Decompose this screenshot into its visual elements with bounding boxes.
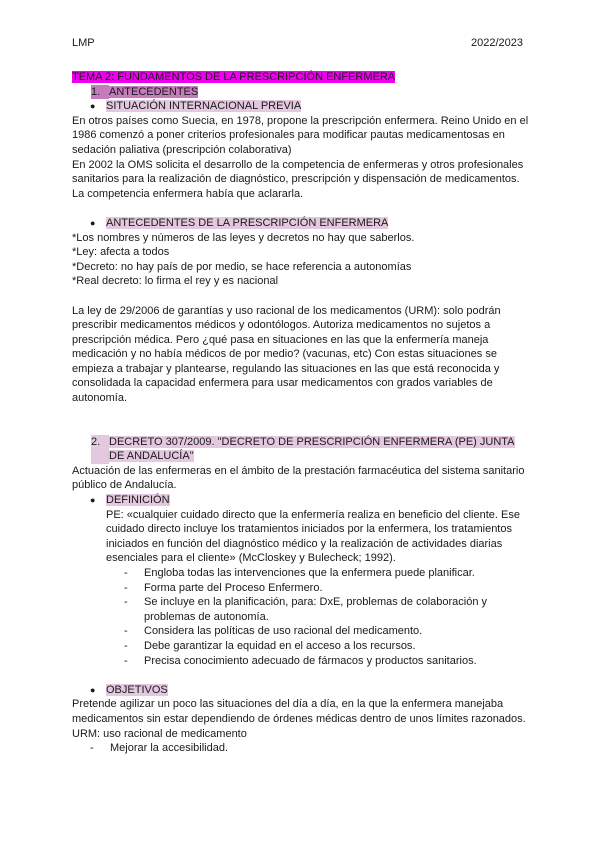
subsection-title: SITUACIÓN INTERNACIONAL PREVIA bbox=[106, 100, 302, 113]
list-item bbox=[124, 595, 530, 624]
list-item bbox=[124, 581, 530, 596]
section-2-heading bbox=[91, 435, 530, 464]
section-1-title: ANTECEDENTES bbox=[109, 85, 199, 98]
paragraph: Actuación de las enfermeras en el ámbito de la prestación farmacéutica del sistema sanitario público de Andalucía. bbox=[72, 464, 525, 492]
paragraph: La ley de 29/2006 de garantías y uso racional de los medicamentos (URM): solo podrán prescribir medicamentos médicos y odontólogos. Autoriza medicamentos no sujetos a prescripción médica. Pero ¿qué pasa en situaciones en las que la enfermería maneja medicación y no había médicos de por medio? (vacunas, etc) Con estas situaciones se empieza a trabajar y plantearse, regulando las situaciones en las que está reconocida y consolidada la capacidad enfermera para usar medicamentos con grados variables de autonomía. bbox=[72, 304, 501, 405]
header-left: LMP bbox=[72, 37, 95, 49]
paragraph: En 2002 la OMS solicita el desarrollo de la competencia de enfermeras y otros profesionales sanitarios para la realización de diagnóstico, prescripción y dispensación de medicamentos. La competencia enfermera había que aclararla. bbox=[72, 158, 524, 200]
paragraph: URM: uso racional de medicamento bbox=[72, 727, 247, 740]
section-2-title-line2: DE ANDALUCÍA" bbox=[109, 450, 194, 463]
list-item-text: Forma parte del Proceso Enfermero. bbox=[144, 581, 323, 594]
subsection-heading bbox=[90, 99, 530, 114]
header-right: 2022/2023 bbox=[471, 37, 523, 49]
dash-icon: - bbox=[124, 639, 128, 652]
subsection-heading bbox=[90, 216, 530, 231]
section-2-title-line1: DECRETO 307/2009. "DECRETO DE PRESCRIPCIÓN ENFERMERA (PE) JUNTA bbox=[109, 435, 515, 448]
list-item-text: Mejorar la accesibilidad. bbox=[110, 742, 228, 755]
note-line: *Ley: afecta a todos bbox=[72, 246, 170, 259]
bullet-icon: ● bbox=[90, 684, 96, 695]
list-item-text: Engloba todas las intervenciones que la enfermera puede planificar. bbox=[144, 567, 475, 579]
list-item-text: Considera las políticas de uso racional del medicamento. bbox=[144, 625, 423, 638]
bullet-icon: ● bbox=[90, 495, 96, 506]
subsection-title: OBJETIVOS bbox=[106, 683, 168, 696]
definition-text: PE: «cualquier cuidado directo que la enfermería realiza en beneficio del cliente. Ese cuidado directo incluye los tratamientos iniciados por la enfermera, los tratamientos iniciados en función del diagnóstico médico y la realización de actividades diarias esenciales para el cliente» (McCloskey y Bulecheck; 1992). bbox=[106, 508, 520, 565]
subsection-heading bbox=[90, 683, 530, 698]
section-1-heading bbox=[91, 85, 530, 100]
paragraph: Pretende agilizar un poco las situaciones del día a día, en la que la enfermera manejaba medicamentos sin estar dependiendo de órdenes médicas dentro de unos límites razonados. bbox=[72, 698, 526, 725]
subsection-title: DEFINICIÓN bbox=[106, 494, 170, 507]
bullet-icon: ● bbox=[90, 217, 96, 228]
bullet-icon: ● bbox=[90, 101, 96, 112]
note-line: *Decreto: no hay país de por medio, se hace referencia a autonomías bbox=[72, 260, 412, 273]
note-line: *Real decreto: lo firma el rey y es nacional bbox=[72, 275, 279, 288]
list-item bbox=[124, 566, 530, 581]
section-1-number: 1. bbox=[91, 85, 109, 100]
list-item bbox=[124, 639, 530, 654]
list-item bbox=[124, 624, 530, 639]
paragraph: En otros países como Suecia, en 1978, propone la prescripción enfermera. Reino Unido en el 1986 comenzó a poner criterios profesionales para modificar pautas medicamentosas en sedación paliativa (prescripción colaborativa) bbox=[72, 114, 529, 156]
list-item bbox=[90, 741, 530, 756]
topic-title: TEMA 2: FUNDAMENTOS DE LA PRESCRIPCIÓN ENFERMERA bbox=[72, 71, 396, 83]
section-2-number: 2. bbox=[91, 435, 109, 464]
list-item-text: Precisa conocimiento adecuado de fármacos y productos sanitarios. bbox=[144, 654, 477, 667]
dash-icon: - bbox=[124, 581, 128, 594]
subsection-heading bbox=[90, 493, 530, 508]
dash-icon: - bbox=[124, 625, 128, 638]
dash-icon: - bbox=[124, 654, 128, 667]
subsection-title: ANTECEDENTES DE LA PRESCRIPCIÓN ENFERMERA bbox=[106, 216, 389, 229]
document-body bbox=[72, 70, 530, 756]
note-line: *Los nombres y números de las leyes y decretos no hay que saberlos. bbox=[72, 231, 415, 244]
list-item-text: Se incluye en la planificación, para: DxE, problemas de colaboración y problemas de autonomía. bbox=[144, 596, 488, 623]
dash-icon: - bbox=[90, 742, 94, 755]
dash-icon: - bbox=[124, 567, 128, 579]
list-item-text: Debe garantizar la equidad en el acceso a los recursos. bbox=[144, 639, 416, 652]
dash-icon: - bbox=[124, 596, 128, 609]
list-item bbox=[124, 654, 530, 669]
